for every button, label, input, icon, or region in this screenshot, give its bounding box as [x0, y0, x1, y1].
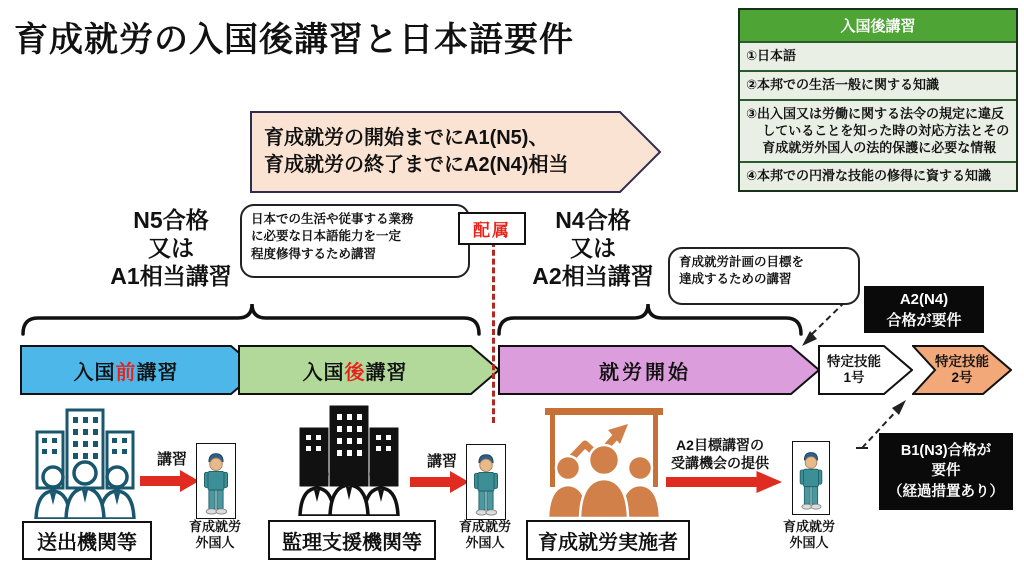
worker-label-1: [172, 519, 258, 552]
banner-line2: 育成就労の終了までにA2(N4)相当: [264, 154, 569, 176]
a2-requirement-badge: [864, 286, 984, 333]
b1-requirement-badge: [879, 433, 1013, 510]
table-row: [740, 99, 1016, 162]
worker-icon-3: [792, 441, 830, 515]
training-arrow-2: [410, 470, 470, 494]
training-arrow-1: [140, 469, 200, 493]
goal-banner: [250, 111, 662, 193]
stage-label: [238, 345, 472, 395]
pre-employment-training-note: [240, 204, 470, 278]
a2-offer-line: A2目標講習の: [676, 437, 764, 453]
training-arrow-label-2: 講習: [426, 453, 457, 470]
supervising-org-building-icon: [288, 404, 410, 516]
a2-offer-arrow: [666, 470, 784, 494]
n5-requirement-label: [96, 206, 246, 290]
table-row: [740, 161, 1016, 190]
training-arrow-label-1: 講習: [156, 451, 187, 468]
stage1-accent: 前: [115, 361, 137, 384]
stage5-line1: 特定技能: [935, 353, 989, 369]
stage5-line2: 2号: [951, 370, 973, 385]
supervising-org-label: 監理支援機関等: [268, 520, 436, 560]
table-row: [740, 41, 1016, 70]
worker-label-3: [766, 519, 852, 552]
worker-label-line: 育成就労: [188, 519, 241, 534]
note-line: 達成するための講習: [679, 272, 792, 287]
sending-org-building-icon: [24, 407, 146, 519]
left-brace: [20, 298, 482, 338]
stage2-accent: 後: [344, 361, 366, 384]
sending-org-label: 送出機関等: [22, 521, 152, 560]
stage3-label: 就労開始: [599, 361, 691, 384]
note-line: に必要な日本語能力を一定: [251, 229, 402, 244]
worker-label-line: 育成就労: [458, 519, 511, 534]
worker-label-line: 外国人: [195, 535, 235, 551]
note-line: 日本での生活や従事する業務: [251, 212, 414, 226]
assignment-dashed-line: [492, 241, 495, 423]
n4-line: A2相当講習: [532, 263, 654, 290]
table-cell: ④本邦での円滑な技能の修得に資する知識: [746, 168, 992, 184]
table-cell: ①日本語: [746, 48, 797, 63]
employer-label: 育成就労実施者: [526, 520, 690, 560]
b1-line: （経過措置あり）: [888, 483, 1004, 500]
assignment-box: 配属: [458, 212, 526, 245]
n5-line: 又は: [148, 235, 194, 262]
stage-label: [20, 345, 232, 395]
stage4-line2: 1号: [843, 370, 865, 385]
stage-label: [818, 345, 890, 395]
stage2-pre: 入国: [302, 361, 345, 384]
a2-line: A2(N4): [899, 290, 949, 308]
plan-goal-training-note: [668, 247, 860, 305]
worker-icon-1: [196, 443, 236, 519]
a2-line: 合格が要件: [886, 311, 962, 329]
n4-line: N4合格: [555, 207, 631, 233]
table-header: 入国後講習: [740, 10, 1016, 41]
stage-post-entry-training: [238, 345, 500, 395]
stage1-pre: 入国: [73, 361, 116, 384]
stage2-post: 講習: [365, 361, 408, 384]
stage-tokutei-ginou-1: [818, 345, 913, 395]
worker-label-line: 育成就労: [782, 519, 835, 534]
page-title: 育成就労の入国後講習と日本語要件: [14, 21, 574, 59]
worker-icon-2: [466, 444, 506, 520]
worker-label-2: [442, 519, 528, 552]
n4-line: 又は: [570, 235, 616, 262]
stage-label: [498, 345, 792, 395]
worker-label-line: 外国人: [465, 535, 505, 551]
table-row: [740, 70, 1016, 99]
note-line: 程度修得するため講習: [251, 246, 377, 261]
n5-line: N5合格: [133, 207, 209, 233]
banner-line1: 育成就労の開始までにA1(N5)、: [264, 127, 549, 149]
banner-text: [264, 111, 616, 193]
b1-line: 要件: [931, 463, 961, 480]
stage4-line1: 特定技能: [827, 353, 881, 369]
stage-pre-entry-training: [20, 345, 260, 395]
worker-label-line: 外国人: [789, 535, 829, 551]
table-cell: ③出入国又は労働に関する法令の規定に違反していることを知った時の対応方法とその育成就労外国人の法的保護に必要な情報: [746, 105, 1010, 155]
b1-line: B1(N3)合格が: [900, 443, 992, 460]
employer-presentation-icon: [540, 406, 668, 518]
a2-offer-line: 受講機会の提供: [671, 455, 769, 472]
post-entry-training-table: [738, 8, 1018, 192]
stage-tokutei-ginou-2: [912, 345, 1012, 395]
n4-requirement-label: [518, 206, 668, 290]
note-line: 育成就労計画の目標を: [679, 255, 805, 269]
a2-offer-arrow-label: [655, 436, 785, 472]
stage-label: [926, 345, 998, 395]
stage-employment-start: [498, 345, 820, 395]
table-cell: ②本邦での生活一般に関する知識: [746, 76, 940, 92]
n5-line: A1相当講習: [110, 263, 232, 290]
stage1-post: 講習: [136, 361, 179, 384]
